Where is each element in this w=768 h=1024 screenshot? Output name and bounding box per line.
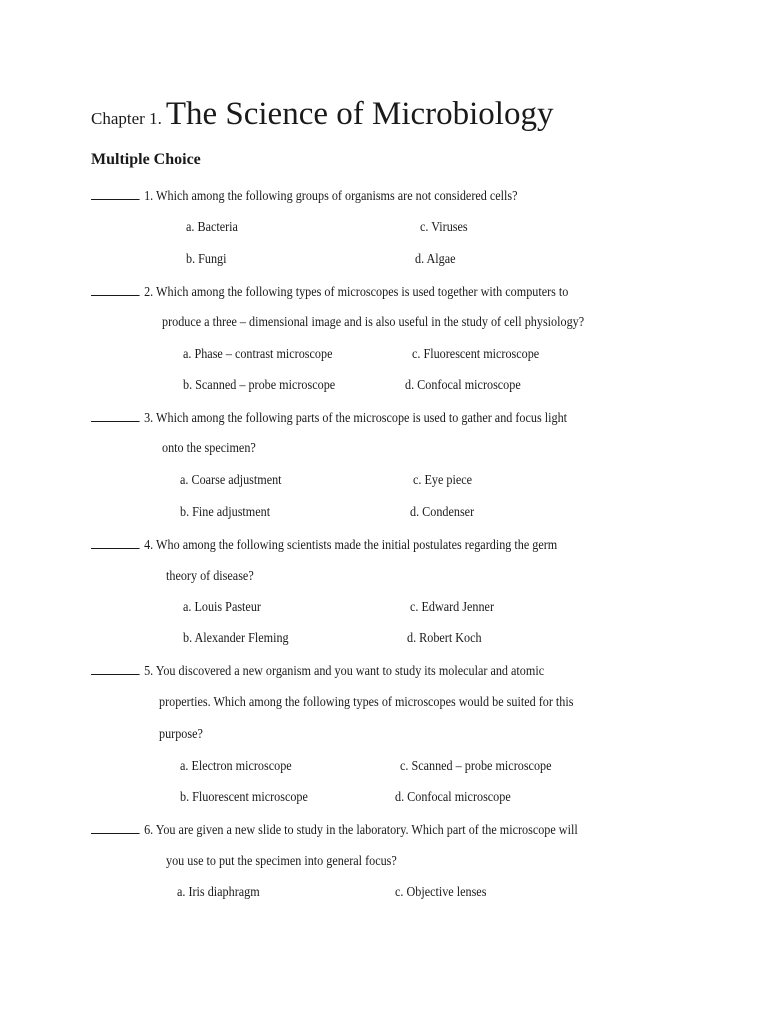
question-number: 2. <box>144 284 154 299</box>
option-b: b. Fluorescent microscope <box>180 789 308 804</box>
option-a: a. Iris diaphragm <box>177 884 260 899</box>
option-a: a. Phase – contrast microscope <box>183 346 333 361</box>
question-3 <box>91 410 567 425</box>
question-text-line: You discovered a new organism and you want to study its molecular and atomic <box>155 663 545 678</box>
option-d: d. Condenser <box>410 504 475 519</box>
question-6 <box>91 822 578 837</box>
chapter-label: Chapter 1. <box>91 109 162 128</box>
option-a: a. Louis Pasteur <box>183 599 261 614</box>
question-5 <box>91 663 544 678</box>
question-text-line: onto the specimen? <box>162 440 256 455</box>
question-1 <box>91 188 518 203</box>
question-number: 3. <box>144 410 154 425</box>
answer-blank <box>91 537 140 549</box>
option-d: d. Robert Koch <box>407 630 482 645</box>
question-text-line: properties. Which among the following types of microscopes would be suited for this <box>159 694 574 709</box>
question-4 <box>91 537 557 552</box>
answer-blank <box>91 410 140 422</box>
answer-blank <box>91 284 140 296</box>
question-text-line: Which among the following groups of organisms are not considered cells? <box>156 188 518 203</box>
option-c: c. Scanned – probe microscope <box>400 758 552 773</box>
option-c: c. Edward Jenner <box>410 599 495 614</box>
answer-blank <box>91 822 140 834</box>
option-a: a. Bacteria <box>186 219 238 234</box>
option-b: b. Alexander Fleming <box>183 630 289 645</box>
option-b: b. Fungi <box>186 251 227 266</box>
question-number: 4. <box>144 537 154 552</box>
question-text-line: Who among the following scientists made the initial postulates regarding the germ <box>156 537 558 552</box>
option-d: d. Confocal microscope <box>395 789 511 804</box>
answer-blank <box>91 663 140 675</box>
section-heading: Multiple Choice <box>91 151 201 168</box>
question-text-line: purpose? <box>159 726 203 741</box>
question-number: 6. <box>144 822 154 837</box>
question-number: 5. <box>144 663 154 678</box>
question-2 <box>91 284 568 299</box>
question-text-line: you use to put the specimen into general focus? <box>166 853 397 868</box>
option-c: c. Eye piece <box>413 472 473 487</box>
question-text-line: Which among the following parts of the microscope is used to gather and focus light <box>156 410 568 425</box>
option-a: a. Coarse adjustment <box>180 472 282 487</box>
question-number: 1. <box>144 188 154 203</box>
question-text-line: You are given a new slide to study in the laboratory. Which part of the microscope will <box>155 822 578 837</box>
option-c: c. Viruses <box>420 219 468 234</box>
option-d: d. Confocal microscope <box>405 377 521 392</box>
option-c: c. Fluorescent microscope <box>412 346 540 361</box>
chapter-heading <box>91 96 553 133</box>
option-b: b. Scanned – probe microscope <box>183 377 336 392</box>
question-text-line: theory of disease? <box>166 568 254 583</box>
chapter-title: The Science of Microbiology <box>165 96 554 132</box>
option-d: d. Algae <box>415 251 456 266</box>
option-a: a. Electron microscope <box>180 758 292 773</box>
option-b: b. Fine adjustment <box>180 504 271 519</box>
answer-blank <box>91 188 140 200</box>
question-text-line: Which among the following types of microscopes is used together with computers to <box>156 284 569 299</box>
question-text-line: produce a three – dimensional image and is also useful in the study of cell physiology? <box>162 314 585 329</box>
option-c: c. Objective lenses <box>395 884 487 899</box>
